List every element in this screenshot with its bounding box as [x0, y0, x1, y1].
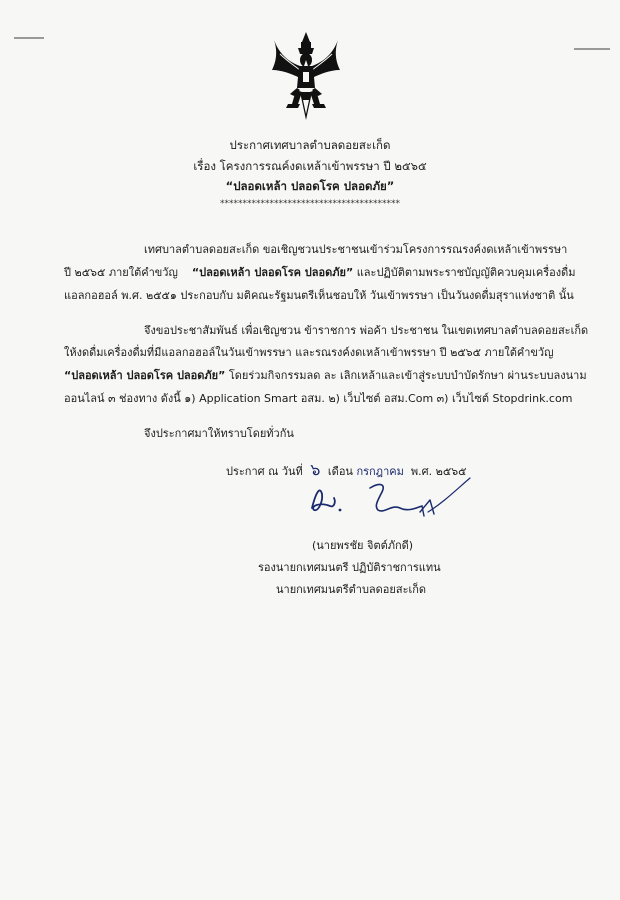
paragraph2-line2: ให้งดดื่มเครื่องดื่มที่มีแอลกอฮอล์ในวันเข้าพรรษา และรณรงค์งดเหล้าเข้าพรรษา ปี ๒๕๖๕ ภายใต้คำขวัญ	[64, 346, 554, 359]
signatory-name: (นายพรชัย จิตต์ภักดี)	[312, 539, 414, 552]
scan-edge-mark-right	[574, 48, 610, 50]
scan-edge-mark-left	[14, 37, 44, 39]
announcement-subject: เรื่อง โครงการรณค์งดเหล้าเข้าพรรษา ปี ๒๕๖๕	[193, 159, 427, 173]
paragraph2-line4: ออนไลน์ ๓ ช่องทาง ดังนี้ ๑) Application Smart อสม. ๒) เว็บไซต์ อสม.Com ๓) เว็บไซต์ Stopdrink.com	[64, 392, 573, 405]
paragraph1-line2	[64, 263, 576, 281]
paragraph1-line1: เทศบาลตำบลดอยสะเก็ด ขอเชิญชวนประชาชนเข้าร่วมโครงการรณรงค์งดเหล้าเข้าพรรษา	[144, 243, 568, 256]
date-month-label: เดือน	[327, 465, 353, 478]
paragraph2-line1: จึงขอประชาสัมพันธ์ เพื่อเชิญชวน ข้าราชการ พ่อค้า ประชาชน ในเขตเทศบาลตำบลดอยสะเก็ด	[144, 324, 589, 337]
separator-stars: ****************************************	[220, 199, 400, 209]
date-prefix: ประกาศ ณ วันที่	[226, 465, 303, 478]
closing-statement: จึงประกาศมาให้ทราบโดยทั่วกัน	[144, 427, 294, 440]
date-year: พ.ศ. ๒๕๖๕	[410, 465, 467, 478]
announcement-slogan: “ปลอดเหล้า ปลอดโรค ปลอดภัย”	[225, 179, 395, 193]
slogan-bold: “ปลอดเหล้า ปลอดโรค ปลอดภัย”	[191, 266, 354, 279]
paragraph2-line3-text: โดยร่วมกิจกรรมลด ละ เลิกเหล้าและเข้าสู่ระบบบำบัดรักษา ผ่านระบบลงนาม	[228, 369, 587, 382]
paragraph1-line2-text: ปี ๒๕๖๕ ภายใต้คำขวัญ	[64, 266, 178, 279]
date-month: กรกฎาคม	[356, 465, 404, 478]
signatory-position: รองนายกเทศมนตรี ปฏิบัติราชการแทน	[258, 561, 441, 574]
date-day: ๖	[310, 460, 321, 479]
signatory-office: นายกเทศมนตรีตำบลดอยสะเก็ด	[276, 583, 427, 596]
slogan-bold: “ปลอดเหล้า ปลอดโรค ปลอดภัย”	[64, 369, 226, 382]
garuda-emblem-icon	[270, 30, 342, 122]
paragraph1-line2-text-end: และปฏิบัติตามพระราชบัญญัติควบคุมเครื่องดื่ม	[356, 266, 576, 279]
announcement-issuer: ประกาศเทศบาลตำบลดอยสะเก็ด	[229, 138, 391, 152]
handwritten-signature	[304, 472, 474, 528]
paragraph1-line3: แอลกอฮอล์ พ.ศ. ๒๕๕๑ ประกอบกับ มติคณะรัฐมนตรีเห็นชอบให้ วันเข้าพรรษา เป็นวันงดดื่มสุราแห่งชาติ นั้น	[64, 289, 574, 302]
paragraph2-line3	[64, 366, 587, 384]
